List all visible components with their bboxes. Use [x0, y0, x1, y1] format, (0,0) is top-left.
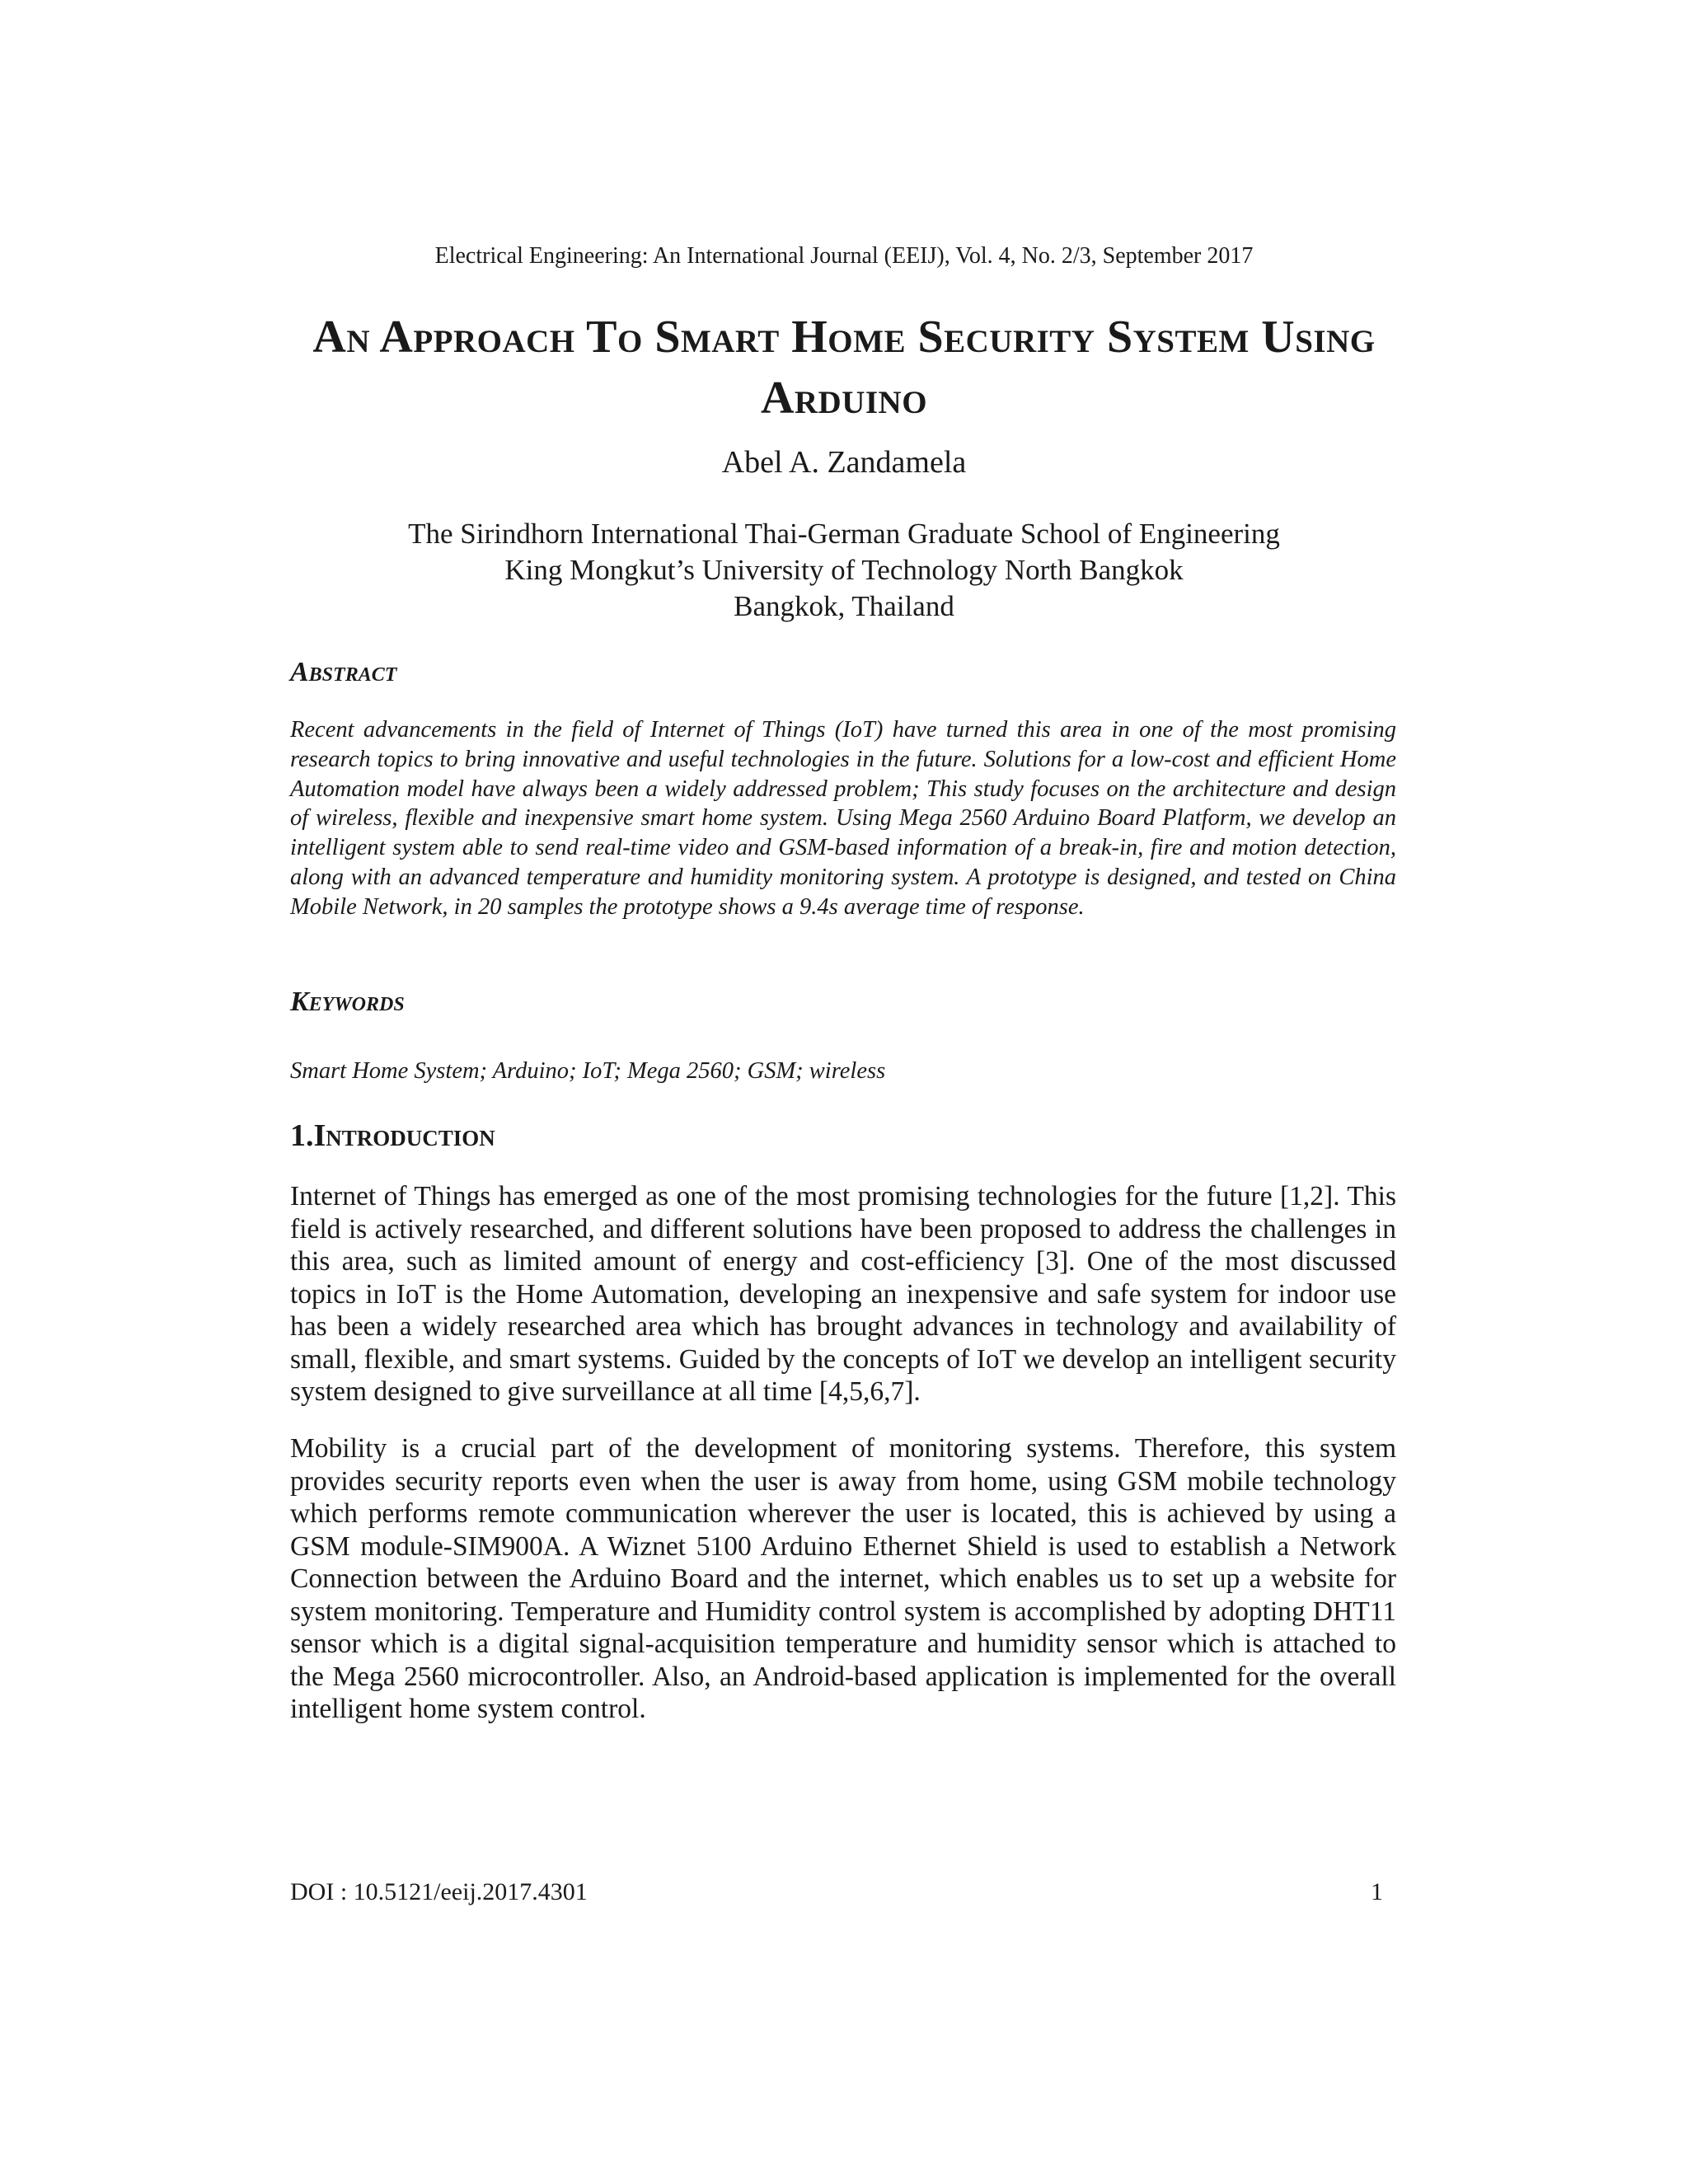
introduction-paragraph: Internet of Things has emerged as one of the most promising technologies for the future [1,2]. This field is actively researched, and different solutions have been proposed to address the challenges in this area, such as limited amount of energy and cost-efficiency [3]. One of the most discussed topics in IoT is the Home Automation, developing an inexpensive and safe system for indoor use has been a widely researched area which has brought advances in technology and availability of small, flexible, and smart systems. Guided by the concepts of IoT we develop an intelligent security system designed to give surveillance at all time [4,5,6,7].: [290, 1181, 1396, 1407]
keywords-heading: Keywords: [290, 987, 405, 1017]
abstract-heading: Abstract: [290, 657, 397, 687]
journal-running-header: Electrical Engineering: An International Journal (EEIJ), Vol. 4, No. 2/3, September 2017: [434, 243, 1254, 269]
introduction-heading: 1.Introduction: [290, 1118, 495, 1153]
doi-text: DOI : 10.5121/eeij.2017.4301: [290, 1878, 588, 1905]
affiliation-line: Bangkok, Thailand: [734, 590, 954, 622]
affiliation-line: King Mongkut’s University of Technology North Bangkok: [504, 554, 1184, 586]
abstract-text: Recent advancements in the field of Internet of Things (IoT) have turned this area in one of the most promising research topics to bring innovative and useful technologies in the future. Solutions for a low-cost and efficient Home Automation model have always been a widely addressed problem; This study focuses on the architecture and design of wireless, flexible and inexpensive smart home system. Using Mega 2560 Arduino Board Platform, we develop an intelligent system able to send real-time video and GSM-based information of a break-in, fire and motion detection, along with an advanced temperature and humidity monitoring system. A prototype is designed, and tested on China Mobile Network, in 20 samples the prototype shows a 9.4s average time of response.: [290, 717, 1396, 920]
keywords-text: Smart Home System; Arduino; IoT; Mega 2560; GSM; wireless: [290, 1058, 886, 1084]
paper-title: An Approach To Smart Home Security System Using Arduino: [312, 312, 1376, 424]
page-number: 1: [1371, 1878, 1383, 1905]
introduction-paragraph: Mobility is a crucial part of the development of monitoring systems. Therefore, this system provides security reports even when the user is away from home, using GSM mobile technology which performs remote communication wherever the user is located, this is achieved by using a GSM module-SIM900A. A Wiznet 5100 Arduino Ethernet Shield is used to establish a Network Connection between the Arduino Board and the internet, which enables us to set up a website for system monitoring. Temperature and Humidity control system is accomplished by adopting DHT11 sensor which is a digital signal-acquisition temperature and humidity sensor which is attached to the Mega 2560 microcontroller. Also, an Android-based application is implemented for the overall intelligent home system control.: [290, 1433, 1396, 1724]
author-affiliation: [0, 516, 1688, 625]
author-name: Abel A. Zandamela: [721, 445, 967, 480]
affiliation-line: The Sirindhorn International Thai-German Graduate School of Engineering: [408, 518, 1280, 550]
